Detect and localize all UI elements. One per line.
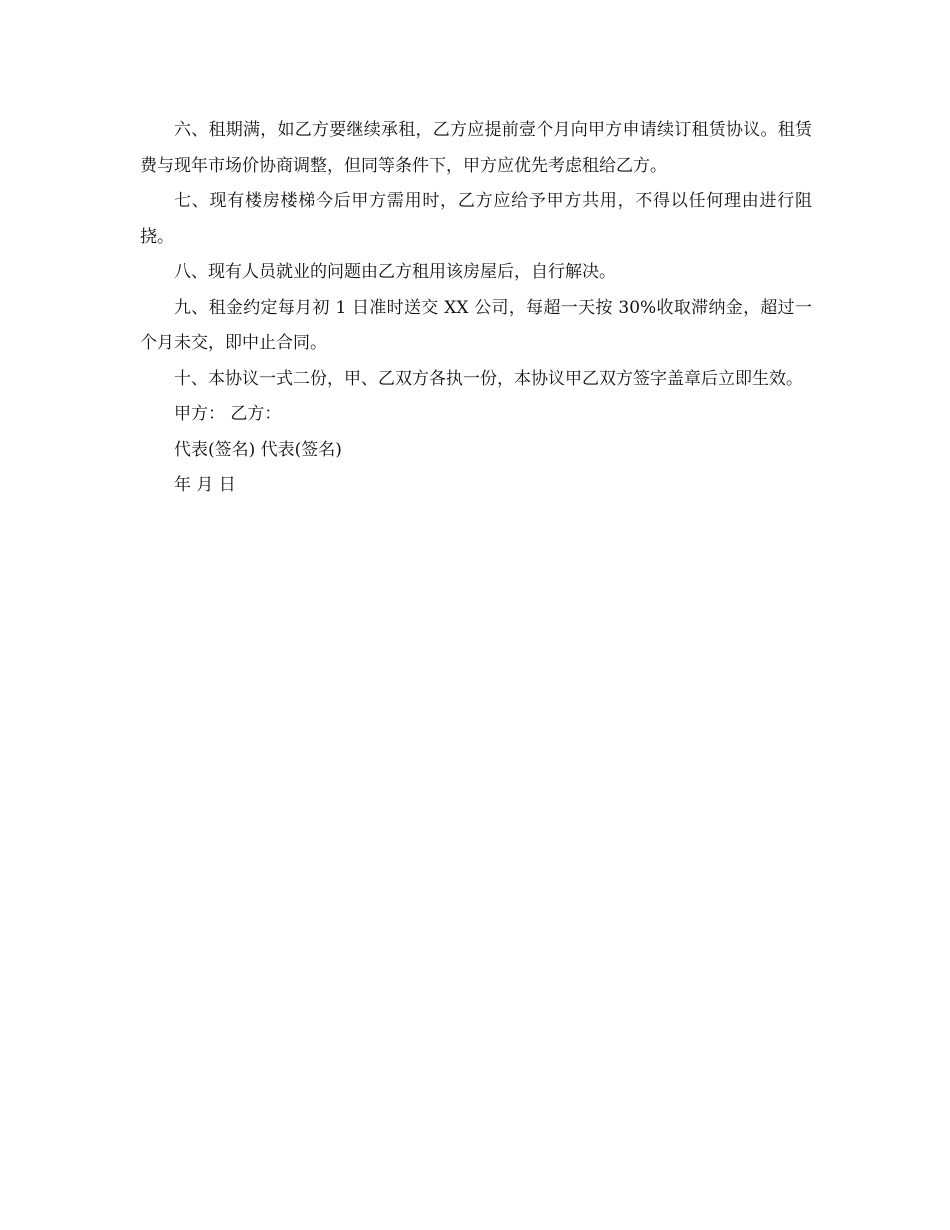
clause-6: 六、租期满，如乙方要继续承租，乙方应提前壹个月向甲方申请续订租赁协议。租赁费与现年市场价协商调整，但同等条件下，甲方应优先考虑租给乙方。 — [140, 120, 812, 176]
signature-representatives: 代表(签名) 代表(签名) — [174, 439, 342, 460]
clause-9: 九、租金约定每月初 1 日准时送交 XX 公司，每超一天按 30%收取滞纳金，超过一个月未交，即中止合同。 — [140, 297, 812, 353]
clause-8: 八、现有人员就业的问题由乙方租用该房屋后，自行解决。 — [174, 262, 616, 282]
clause-10: 十、本协议一式二份，甲、乙双方各执一份，本协议甲乙双方签字盖章后立即生效。 — [174, 368, 803, 389]
clause-7: 七、现有楼房楼梯今后甲方需用时，乙方应给予甲方共用，不得以任何理由进行阻挠。 — [140, 191, 812, 247]
document-body — [140, 113, 812, 504]
signature-date: 年 月 日 — [174, 475, 236, 495]
signature-parties: 甲方： 乙方： — [174, 404, 282, 424]
